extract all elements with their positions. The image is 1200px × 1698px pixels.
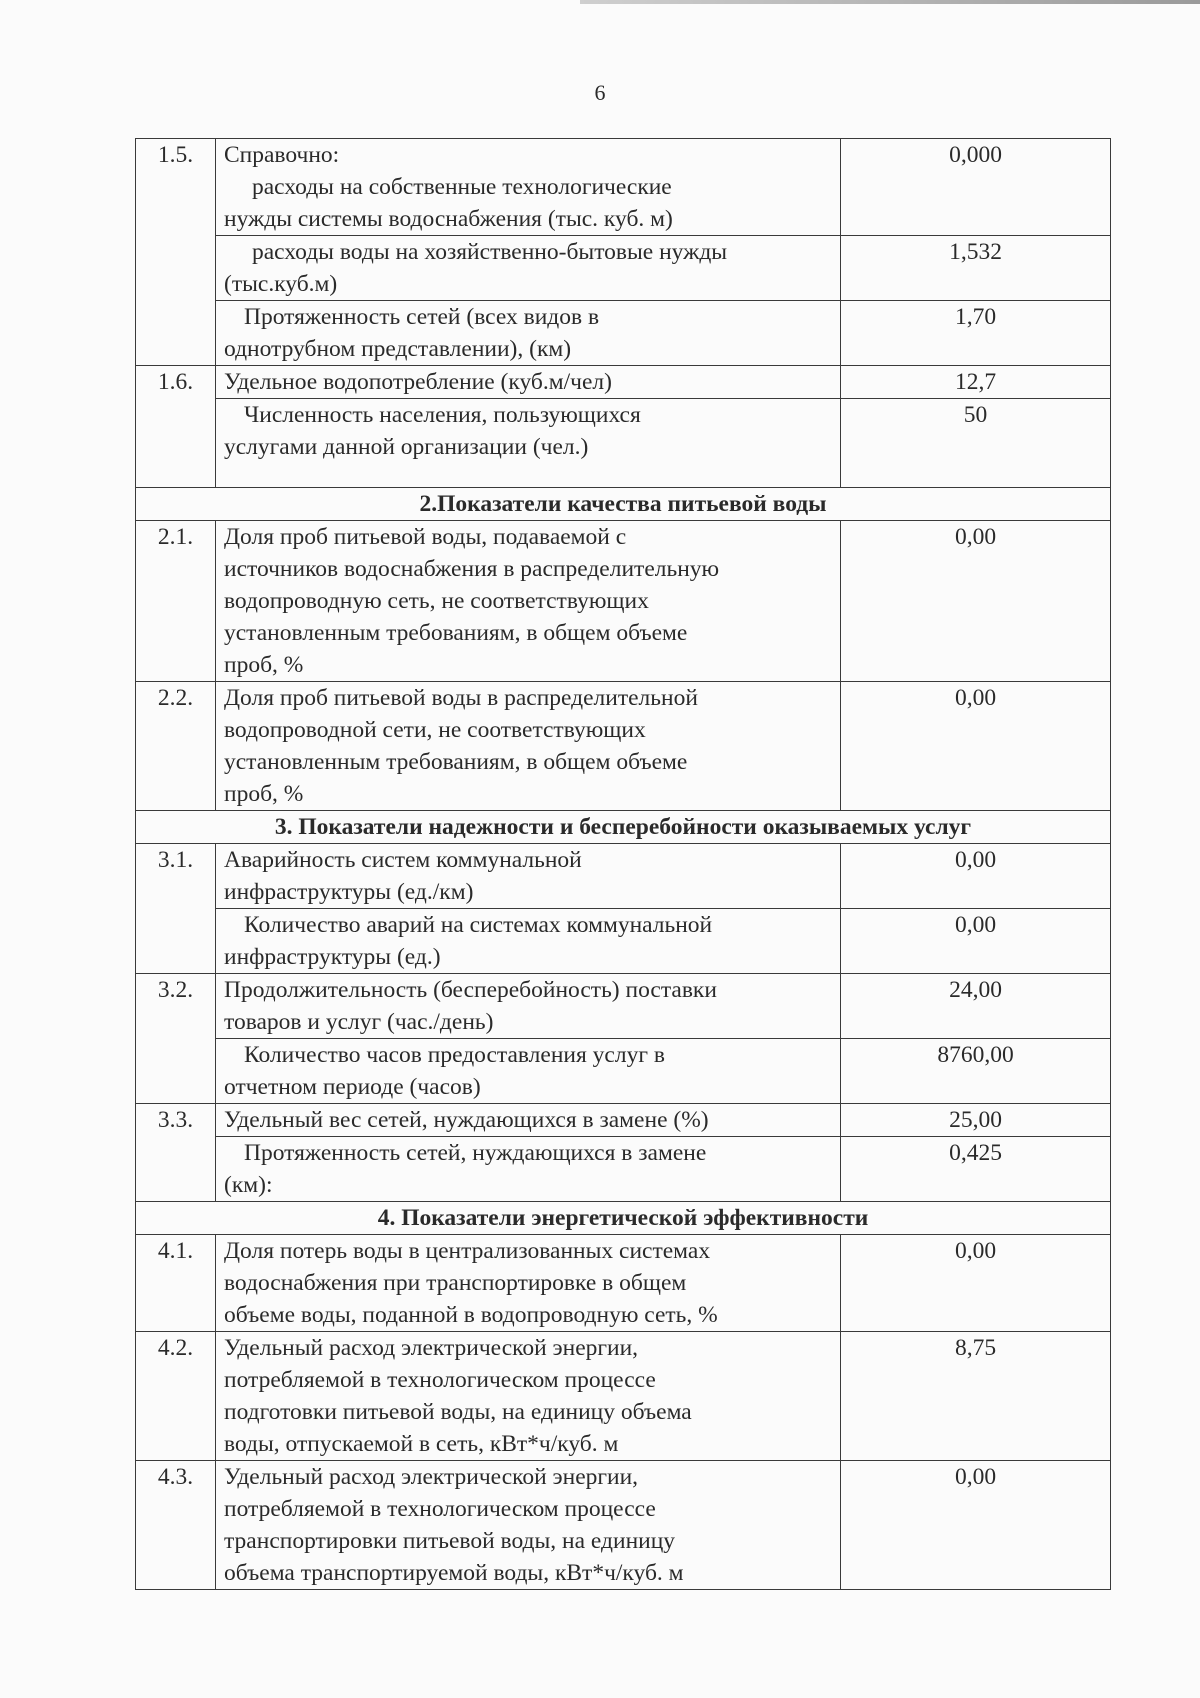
description-line: водопроводной сети, не соответствующих — [224, 717, 646, 743]
table-row — [136, 1039, 1111, 1104]
description-line: Доля проб питьевой воды, подаваемой с — [224, 524, 627, 550]
row-number: 4.1. — [136, 1235, 216, 1332]
row-description — [216, 1332, 841, 1461]
row-value: 12,7 — [841, 366, 1111, 399]
row-value: 1,70 — [841, 301, 1111, 366]
description-line: Доля потерь воды в централизованных системах — [224, 1238, 711, 1264]
description-line: установленным требованиям, в общем объеме — [224, 620, 688, 646]
table-row — [136, 399, 1111, 488]
table-row — [136, 1137, 1111, 1202]
table-row — [136, 521, 1111, 682]
description-line: Удельный расход электрической энергии, — [224, 1335, 639, 1361]
row-value: 8,75 — [841, 1332, 1111, 1461]
row-value: 0,425 — [841, 1137, 1111, 1202]
table-row — [136, 974, 1111, 1039]
description-line: расходы воды на хозяйственно-бытовые нужды — [252, 239, 728, 265]
row-description — [216, 1137, 841, 1202]
description-line: расходы на собственные технологические — [252, 174, 672, 200]
row-value: 0,00 — [841, 521, 1111, 682]
row-value: 0,00 — [841, 682, 1111, 811]
description-line: Аварийность систем коммунальной — [224, 847, 582, 873]
row-number: 3.3. — [136, 1104, 216, 1202]
indicators-table — [135, 138, 1111, 1590]
table-row — [136, 366, 1111, 399]
table-row — [136, 844, 1111, 909]
description-line: товаров и услуг (час./день) — [224, 1009, 494, 1035]
table-row — [136, 909, 1111, 974]
row-value: 1,532 — [841, 236, 1111, 301]
description-line: услугами данной организации (чел.) — [224, 434, 589, 460]
description-line: потребляемой в технологическом процессе — [224, 1367, 656, 1393]
description-line: воды, отпускаемой в сеть, кВт*ч/куб. м — [224, 1431, 619, 1457]
section-header-row — [136, 1202, 1111, 1235]
description-line: Удельный расход электрической энергии, — [224, 1464, 639, 1490]
row-value: 50 — [841, 399, 1111, 488]
description-line: Продолжительность (бесперебойность) поставки — [224, 977, 717, 1003]
row-number: 1.6. — [136, 366, 216, 488]
section-title: 3. Показатели надежности и бесперебойности оказываемых услуг — [136, 811, 1111, 844]
row-description — [216, 682, 841, 811]
description-line: водопроводную сеть, не соответствующих — [224, 588, 649, 614]
table-row — [136, 1235, 1111, 1332]
row-value: 24,00 — [841, 974, 1111, 1039]
page-number: 6 — [594, 80, 606, 105]
description-line: Справочно: — [224, 142, 340, 168]
description-line: проб, % — [224, 781, 304, 807]
row-number: 3.1. — [136, 844, 216, 974]
row-description — [216, 1235, 841, 1332]
row-description — [216, 301, 841, 366]
section-header-row — [136, 811, 1111, 844]
row-description — [216, 1039, 841, 1104]
row-value: 8760,00 — [841, 1039, 1111, 1104]
row-value: 0,000 — [841, 139, 1111, 236]
table-row — [136, 1332, 1111, 1461]
description-line: (тыс.куб.м) — [224, 271, 338, 297]
description-line: Количество часов предоставления услуг в — [244, 1042, 665, 1068]
row-description — [216, 139, 841, 236]
table-row — [136, 1104, 1111, 1137]
description-line: Доля проб питьевой воды в распределительной — [224, 685, 698, 711]
row-number: 2.2. — [136, 682, 216, 811]
description-line: Количество аварий на системах коммунальной — [244, 912, 713, 938]
description-line: источников водоснабжения в распределительную — [224, 556, 720, 582]
description-line: подготовки питьевой воды, на единицу объема — [224, 1399, 692, 1425]
row-value: 0,00 — [841, 844, 1111, 909]
description-line: потребляемой в технологическом процессе — [224, 1496, 656, 1522]
row-number: 4.3. — [136, 1461, 216, 1590]
description-line: водоснабжения при транспортировке в общем — [224, 1270, 687, 1296]
description-line: нужды системы водоснабжения (тыс. куб. м) — [224, 206, 673, 232]
row-description — [216, 1461, 841, 1590]
table-row — [136, 139, 1111, 236]
table-row — [136, 1461, 1111, 1590]
description-line: Численность населения, пользующихся — [244, 402, 641, 428]
row-value: 0,00 — [841, 909, 1111, 974]
row-value: 25,00 — [841, 1104, 1111, 1137]
description-line: (км): — [224, 1172, 273, 1198]
table-row — [136, 301, 1111, 366]
scan-edge — [580, 0, 1200, 4]
row-number: 2.1. — [136, 521, 216, 682]
section-title: 2.Показатели качества питьевой воды — [136, 488, 1111, 521]
row-number: 4.2. — [136, 1332, 216, 1461]
table-row — [136, 682, 1111, 811]
description-line: проб, % — [224, 652, 304, 678]
description-line: установленным требованиям, в общем объеме — [224, 749, 688, 775]
description-line: отчетном периоде (часов) — [224, 1074, 481, 1100]
description-line: Протяженность сетей, нуждающихся в замене — [244, 1140, 707, 1166]
description-line: однотрубном представлении), (км) — [224, 336, 572, 362]
description-line: инфраструктуры (ед./км) — [224, 879, 474, 905]
row-description: Удельное водопотребление (куб.м/чел) — [216, 366, 841, 399]
row-number: 1.5. — [136, 139, 216, 366]
row-description — [216, 974, 841, 1039]
row-number: 3.2. — [136, 974, 216, 1104]
row-value: 0,00 — [841, 1235, 1111, 1332]
row-description — [216, 399, 841, 488]
section-title: 4. Показатели энергетической эффективности — [136, 1202, 1111, 1235]
description-line: объеме воды, поданной в водопроводную сеть, % — [224, 1302, 718, 1328]
row-value: 0,00 — [841, 1461, 1111, 1590]
description-line: транспортировки питьевой воды, на единицу — [224, 1528, 676, 1554]
section-header-row — [136, 488, 1111, 521]
description-line: объема транспортируемой воды, кВт*ч/куб. м — [224, 1560, 684, 1586]
row-description — [216, 521, 841, 682]
row-description — [216, 844, 841, 909]
table-row — [136, 236, 1111, 301]
row-description: Удельный вес сетей, нуждающихся в замене (%) — [216, 1104, 841, 1137]
row-description — [216, 909, 841, 974]
row-description — [216, 236, 841, 301]
description-line: Протяженность сетей (всех видов в — [244, 304, 600, 330]
description-line: инфраструктуры (ед.) — [224, 944, 441, 970]
